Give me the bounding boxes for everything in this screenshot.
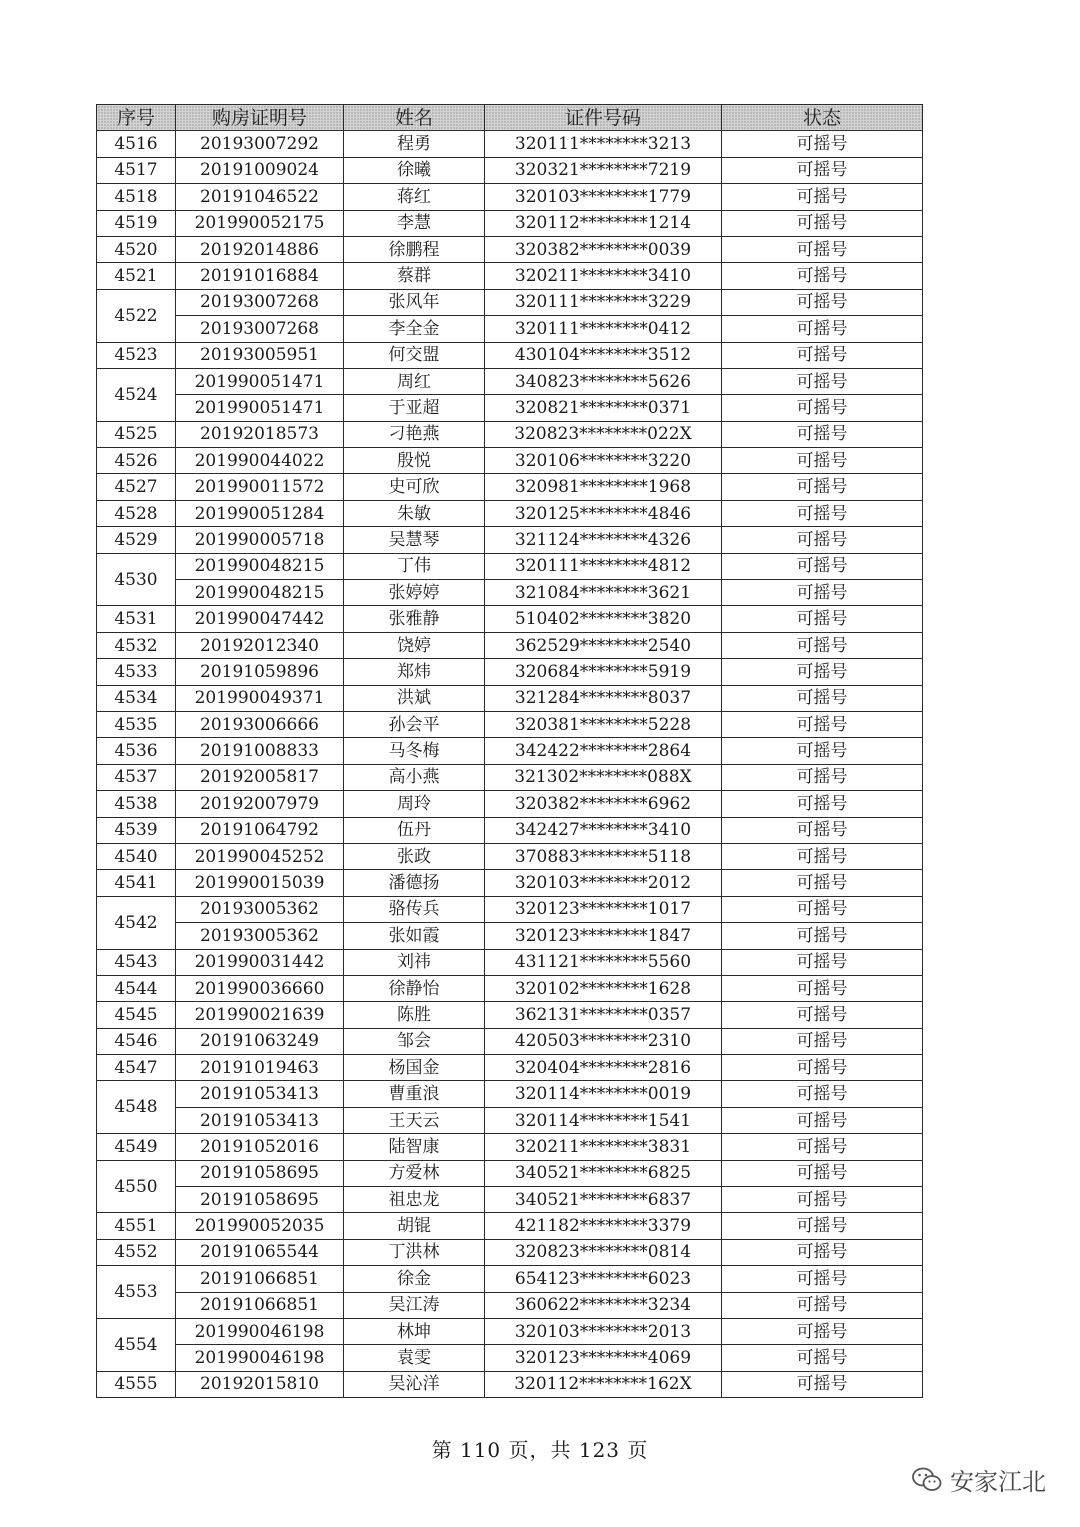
serial-cell: 4541: [97, 870, 176, 896]
id-number-cell: 320103********2013: [485, 1318, 722, 1344]
name-cell: 蔡群: [344, 263, 485, 289]
certificate-no-cell: 20191065544: [176, 1239, 344, 1265]
status-cell: 可摇号: [722, 791, 923, 817]
serial-cell: 4546: [97, 1028, 176, 1054]
table-row: [97, 1187, 923, 1213]
serial-cell: 4540: [97, 843, 176, 869]
id-number-cell: 510402********3820: [485, 606, 722, 632]
name-cell: 徐曦: [344, 157, 485, 183]
certificate-no-cell: 201990048215: [176, 580, 344, 606]
serial-cell: 4528: [97, 500, 176, 526]
page-footer: 第 110 页，共 123 页: [431, 1438, 649, 1462]
status-cell: 可摇号: [722, 1107, 923, 1133]
id-number-cell: 431121********5560: [485, 949, 722, 975]
status-cell: 可摇号: [722, 474, 923, 500]
status-cell: 可摇号: [722, 131, 923, 157]
id-number-cell: 320823********022X: [485, 421, 722, 447]
status-cell: 可摇号: [722, 580, 923, 606]
certificate-no-cell: 20191016884: [176, 263, 344, 289]
serial-cell: 4552: [97, 1239, 176, 1265]
status-cell: 可摇号: [722, 1134, 923, 1160]
serial-cell: 4526: [97, 448, 176, 474]
id-number-cell: 320211********3410: [485, 263, 722, 289]
status-cell: 可摇号: [722, 685, 923, 711]
status-cell: 可摇号: [722, 421, 923, 447]
certificate-no-cell: 201990051471: [176, 395, 344, 421]
status-cell: 可摇号: [722, 738, 923, 764]
certificate-no-cell: 20191063249: [176, 1028, 344, 1054]
serial-cell: 4544: [97, 975, 176, 1001]
certificate-no-cell: 20192015810: [176, 1371, 344, 1397]
name-cell: 张如霞: [344, 923, 485, 949]
header-status: 状态: [722, 105, 923, 131]
table-row: [97, 1239, 923, 1265]
status-cell: 可摇号: [722, 1187, 923, 1213]
name-cell: 徐静怡: [344, 975, 485, 1001]
name-cell: 邹会: [344, 1028, 485, 1054]
certificate-no-cell: 20191019463: [176, 1055, 344, 1081]
id-number-cell: 320111********3213: [485, 131, 722, 157]
watermark-text: 安家江北: [950, 1468, 1046, 1496]
name-cell: 何交盟: [344, 342, 485, 368]
name-cell: 袁雯: [344, 1345, 485, 1371]
table-header-row: [97, 105, 923, 131]
table-row: [97, 1266, 923, 1292]
certificate-no-cell: 20193006666: [176, 711, 344, 737]
table-row: [97, 738, 923, 764]
serial-cell: 4542: [97, 896, 176, 949]
serial-cell: 4530: [97, 553, 176, 606]
name-cell: 丁伟: [344, 553, 485, 579]
status-cell: 可摇号: [722, 1213, 923, 1239]
header-id-number: 证件号码: [485, 105, 722, 131]
table-row: [97, 843, 923, 869]
table-row: [97, 1107, 923, 1133]
status-cell: 可摇号: [722, 1081, 923, 1107]
id-number-cell: 421182********3379: [485, 1213, 722, 1239]
table-row: [97, 685, 923, 711]
serial-cell: 4518: [97, 184, 176, 210]
certificate-no-cell: 20193007292: [176, 131, 344, 157]
name-cell: 张风年: [344, 289, 485, 315]
id-number-cell: 320112********162X: [485, 1371, 722, 1397]
status-cell: 可摇号: [722, 975, 923, 1001]
status-cell: 可摇号: [722, 1160, 923, 1186]
table-row: [97, 210, 923, 236]
id-number-cell: 340521********6837: [485, 1187, 722, 1213]
serial-cell: 4534: [97, 685, 176, 711]
serial-cell: 4535: [97, 711, 176, 737]
status-cell: 可摇号: [722, 368, 923, 394]
name-cell: 蒋红: [344, 184, 485, 210]
name-cell: 程勇: [344, 131, 485, 157]
table-row: [97, 1055, 923, 1081]
id-number-cell: 320321********7219: [485, 157, 722, 183]
serial-cell: 4529: [97, 527, 176, 553]
status-cell: 可摇号: [722, 210, 923, 236]
status-cell: 可摇号: [722, 606, 923, 632]
status-cell: 可摇号: [722, 1028, 923, 1054]
id-number-cell: 370883********5118: [485, 843, 722, 869]
table-row: [97, 1345, 923, 1371]
id-number-cell: 320102********1628: [485, 975, 722, 1001]
id-number-cell: 320404********2816: [485, 1055, 722, 1081]
name-cell: 胡锟: [344, 1213, 485, 1239]
id-number-cell: 320382********6962: [485, 791, 722, 817]
status-cell: 可摇号: [722, 316, 923, 342]
name-cell: 高小燕: [344, 764, 485, 790]
certificate-no-cell: 20191066851: [176, 1292, 344, 1318]
table-row: [97, 316, 923, 342]
certificate-no-cell: 201990052035: [176, 1213, 344, 1239]
certificate-no-cell: 20192018573: [176, 421, 344, 447]
certificate-no-cell: 201990046198: [176, 1345, 344, 1371]
id-number-cell: 321302********088X: [485, 764, 722, 790]
certificate-no-cell: 20191009024: [176, 157, 344, 183]
table-row: [97, 764, 923, 790]
table-row: [97, 157, 923, 183]
serial-cell: 4555: [97, 1371, 176, 1397]
name-cell: 郑炜: [344, 659, 485, 685]
certificate-no-cell: 20191059896: [176, 659, 344, 685]
serial-cell: 4517: [97, 157, 176, 183]
name-cell: 李慧: [344, 210, 485, 236]
table-row: [97, 342, 923, 368]
serial-cell: 4554: [97, 1318, 176, 1371]
id-number-cell: 320112********1214: [485, 210, 722, 236]
name-cell: 洪斌: [344, 685, 485, 711]
certificate-no-cell: 201990036660: [176, 975, 344, 1001]
id-number-cell: 320123********1847: [485, 923, 722, 949]
status-cell: 可摇号: [722, 1318, 923, 1344]
certificate-no-cell: 20192014886: [176, 236, 344, 262]
id-number-cell: 320823********0814: [485, 1239, 722, 1265]
id-number-cell: 320114********0019: [485, 1081, 722, 1107]
id-number-cell: 320382********0039: [485, 236, 722, 262]
serial-cell: 4551: [97, 1213, 176, 1239]
table-row: [97, 1213, 923, 1239]
status-cell: 可摇号: [722, 632, 923, 658]
id-number-cell: 654123********6023: [485, 1266, 722, 1292]
name-cell: 张雅静: [344, 606, 485, 632]
certificate-no-cell: 20191008833: [176, 738, 344, 764]
serial-cell: 4550: [97, 1160, 176, 1213]
name-cell: 李全金: [344, 316, 485, 342]
table-row: [97, 580, 923, 606]
certificate-no-cell: 20193005951: [176, 342, 344, 368]
name-cell: 朱敏: [344, 500, 485, 526]
name-cell: 张婷婷: [344, 580, 485, 606]
name-cell: 陆智康: [344, 1134, 485, 1160]
table-row: [97, 395, 923, 421]
name-cell: 殷悦: [344, 448, 485, 474]
name-cell: 周红: [344, 368, 485, 394]
name-cell: 于亚超: [344, 395, 485, 421]
certificate-no-cell: 20191064792: [176, 817, 344, 843]
name-cell: 饶婷: [344, 632, 485, 658]
id-number-cell: 320211********3831: [485, 1134, 722, 1160]
name-cell: 王天云: [344, 1107, 485, 1133]
id-number-cell: 321124********4326: [485, 527, 722, 553]
status-cell: 可摇号: [722, 448, 923, 474]
serial-cell: 4533: [97, 659, 176, 685]
table-row: [97, 606, 923, 632]
table-row: [97, 131, 923, 157]
applicant-table: [96, 104, 923, 1398]
certificate-no-cell: 201990021639: [176, 1002, 344, 1028]
certificate-no-cell: 20191058695: [176, 1160, 344, 1186]
id-number-cell: 362131********0357: [485, 1002, 722, 1028]
status-cell: 可摇号: [722, 236, 923, 262]
name-cell: 方爱林: [344, 1160, 485, 1186]
serial-cell: 4531: [97, 606, 176, 632]
name-cell: 林坤: [344, 1318, 485, 1344]
certificate-no-cell: 20192007979: [176, 791, 344, 817]
table-row: [97, 870, 923, 896]
id-number-cell: 320111********4812: [485, 553, 722, 579]
certificate-no-cell: 20191052016: [176, 1134, 344, 1160]
certificate-no-cell: 201990051471: [176, 368, 344, 394]
status-cell: 可摇号: [722, 1266, 923, 1292]
id-number-cell: 320123********4069: [485, 1345, 722, 1371]
table-row: [97, 923, 923, 949]
table-row: [97, 1081, 923, 1107]
status-cell: 可摇号: [722, 949, 923, 975]
certificate-no-cell: 201990051284: [176, 500, 344, 526]
serial-cell: 4539: [97, 817, 176, 843]
table-row: [97, 896, 923, 922]
certificate-no-cell: 201990046198: [176, 1318, 344, 1344]
certificate-no-cell: 201990005718: [176, 527, 344, 553]
status-cell: 可摇号: [722, 659, 923, 685]
name-cell: 吴慧琴: [344, 527, 485, 553]
status-cell: 可摇号: [722, 157, 923, 183]
table-row: [97, 1318, 923, 1344]
name-cell: 刘祎: [344, 949, 485, 975]
header-name: 姓名: [344, 105, 485, 131]
certificate-no-cell: 201990052175: [176, 210, 344, 236]
serial-cell: 4545: [97, 1002, 176, 1028]
status-cell: 可摇号: [722, 289, 923, 315]
name-cell: 史可欣: [344, 474, 485, 500]
table-row: [97, 1134, 923, 1160]
status-cell: 可摇号: [722, 342, 923, 368]
status-cell: 可摇号: [722, 711, 923, 737]
wechat-icon: [912, 1467, 942, 1493]
id-number-cell: 321284********8037: [485, 685, 722, 711]
status-cell: 可摇号: [722, 1002, 923, 1028]
id-number-cell: 320123********1017: [485, 896, 722, 922]
certificate-no-cell: 20193005362: [176, 896, 344, 922]
table-row: [97, 817, 923, 843]
serial-cell: 4524: [97, 368, 176, 421]
serial-cell: 4532: [97, 632, 176, 658]
table-row: [97, 184, 923, 210]
status-cell: 可摇号: [722, 527, 923, 553]
name-cell: 曹重浪: [344, 1081, 485, 1107]
table-row: [97, 1160, 923, 1186]
certificate-no-cell: 20191046522: [176, 184, 344, 210]
certificate-no-cell: 20193005362: [176, 923, 344, 949]
name-cell: 孙会平: [344, 711, 485, 737]
status-cell: 可摇号: [722, 896, 923, 922]
status-cell: 可摇号: [722, 843, 923, 869]
certificate-no-cell: 201990015039: [176, 870, 344, 896]
status-cell: 可摇号: [722, 1239, 923, 1265]
id-number-cell: 362529********2540: [485, 632, 722, 658]
serial-cell: 4536: [97, 738, 176, 764]
certificate-no-cell: 201990048215: [176, 553, 344, 579]
table-row: [97, 421, 923, 447]
table-row: [97, 289, 923, 315]
status-cell: 可摇号: [722, 923, 923, 949]
id-number-cell: 340521********6825: [485, 1160, 722, 1186]
serial-cell: 4521: [97, 263, 176, 289]
table-row: [97, 1371, 923, 1397]
table-row: [97, 263, 923, 289]
serial-cell: 4516: [97, 131, 176, 157]
header-serial: 序号: [97, 105, 176, 131]
name-cell: 刁艳燕: [344, 421, 485, 447]
id-number-cell: 320684********5919: [485, 659, 722, 685]
serial-cell: 4522: [97, 289, 176, 342]
id-number-cell: 430104********3512: [485, 342, 722, 368]
status-cell: 可摇号: [722, 1371, 923, 1397]
id-number-cell: 420503********2310: [485, 1028, 722, 1054]
name-cell: 潘德扬: [344, 870, 485, 896]
table-row: [97, 1292, 923, 1318]
serial-cell: 4538: [97, 791, 176, 817]
serial-cell: 4523: [97, 342, 176, 368]
status-cell: 可摇号: [722, 553, 923, 579]
table-row: [97, 659, 923, 685]
name-cell: 徐金: [344, 1266, 485, 1292]
certificate-no-cell: 201990011572: [176, 474, 344, 500]
table-row: [97, 474, 923, 500]
name-cell: 吴沁洋: [344, 1371, 485, 1397]
table-row: [97, 500, 923, 526]
status-cell: 可摇号: [722, 1292, 923, 1318]
serial-cell: 4525: [97, 421, 176, 447]
name-cell: 张政: [344, 843, 485, 869]
id-number-cell: 360622********3234: [485, 1292, 722, 1318]
table-row: [97, 527, 923, 553]
certificate-no-cell: 201990049371: [176, 685, 344, 711]
certificate-no-cell: 201990047442: [176, 606, 344, 632]
name-cell: 陈胜: [344, 1002, 485, 1028]
table-row: [97, 236, 923, 262]
certificate-no-cell: 20192012340: [176, 632, 344, 658]
id-number-cell: 320381********5228: [485, 711, 722, 737]
name-cell: 杨国金: [344, 1055, 485, 1081]
id-number-cell: 321084********3621: [485, 580, 722, 606]
id-number-cell: 320111********3229: [485, 289, 722, 315]
serial-cell: 4543: [97, 949, 176, 975]
status-cell: 可摇号: [722, 395, 923, 421]
id-number-cell: 320111********0412: [485, 316, 722, 342]
certificate-no-cell: 201990045252: [176, 843, 344, 869]
table-body: [97, 131, 923, 1398]
id-number-cell: 342422********2864: [485, 738, 722, 764]
certificate-no-cell: 201990031442: [176, 949, 344, 975]
table-row: [97, 949, 923, 975]
table-row: [97, 1002, 923, 1028]
name-cell: 吴江涛: [344, 1292, 485, 1318]
id-number-cell: 340823********5626: [485, 368, 722, 394]
name-cell: 丁洪林: [344, 1239, 485, 1265]
serial-cell: 4519: [97, 210, 176, 236]
certificate-no-cell: 20192005817: [176, 764, 344, 790]
id-number-cell: 320821********0371: [485, 395, 722, 421]
status-cell: 可摇号: [722, 764, 923, 790]
certificate-no-cell: 20193007268: [176, 316, 344, 342]
serial-cell: 4547: [97, 1055, 176, 1081]
certificate-no-cell: 20193007268: [176, 289, 344, 315]
id-number-cell: 342427********3410: [485, 817, 722, 843]
id-number-cell: 320106********3220: [485, 448, 722, 474]
status-cell: 可摇号: [722, 500, 923, 526]
id-number-cell: 320114********1541: [485, 1107, 722, 1133]
status-cell: 可摇号: [722, 263, 923, 289]
table-row: [97, 448, 923, 474]
table-row: [97, 975, 923, 1001]
name-cell: 周玲: [344, 791, 485, 817]
header-certificate-no: 购房证明号: [176, 105, 344, 131]
name-cell: 马冬梅: [344, 738, 485, 764]
id-number-cell: 320125********4846: [485, 500, 722, 526]
name-cell: 祖忠龙: [344, 1187, 485, 1213]
certificate-no-cell: 20191058695: [176, 1187, 344, 1213]
status-cell: 可摇号: [722, 184, 923, 210]
table-row: [97, 632, 923, 658]
serial-cell: 4548: [97, 1081, 176, 1134]
table-row: [97, 1028, 923, 1054]
name-cell: 伍丹: [344, 817, 485, 843]
serial-cell: 4527: [97, 474, 176, 500]
serial-cell: 4520: [97, 236, 176, 262]
status-cell: 可摇号: [722, 870, 923, 896]
serial-cell: 4553: [97, 1266, 176, 1319]
serial-cell: 4537: [97, 764, 176, 790]
status-cell: 可摇号: [722, 817, 923, 843]
status-cell: 可摇号: [722, 1345, 923, 1371]
table-row: [97, 553, 923, 579]
certificate-no-cell: 201990044022: [176, 448, 344, 474]
table-row: [97, 791, 923, 817]
table-row: [97, 711, 923, 737]
certificate-no-cell: 20191053413: [176, 1107, 344, 1133]
certificate-no-cell: 20191066851: [176, 1266, 344, 1292]
certificate-no-cell: 20191053413: [176, 1081, 344, 1107]
id-number-cell: 320103********1779: [485, 184, 722, 210]
id-number-cell: 320103********2012: [485, 870, 722, 896]
name-cell: 徐鹏程: [344, 236, 485, 262]
watermark: [912, 1462, 1046, 1497]
table-row: [97, 368, 923, 394]
serial-cell: 4549: [97, 1134, 176, 1160]
status-cell: 可摇号: [722, 1055, 923, 1081]
id-number-cell: 320981********1968: [485, 474, 722, 500]
name-cell: 骆传兵: [344, 896, 485, 922]
